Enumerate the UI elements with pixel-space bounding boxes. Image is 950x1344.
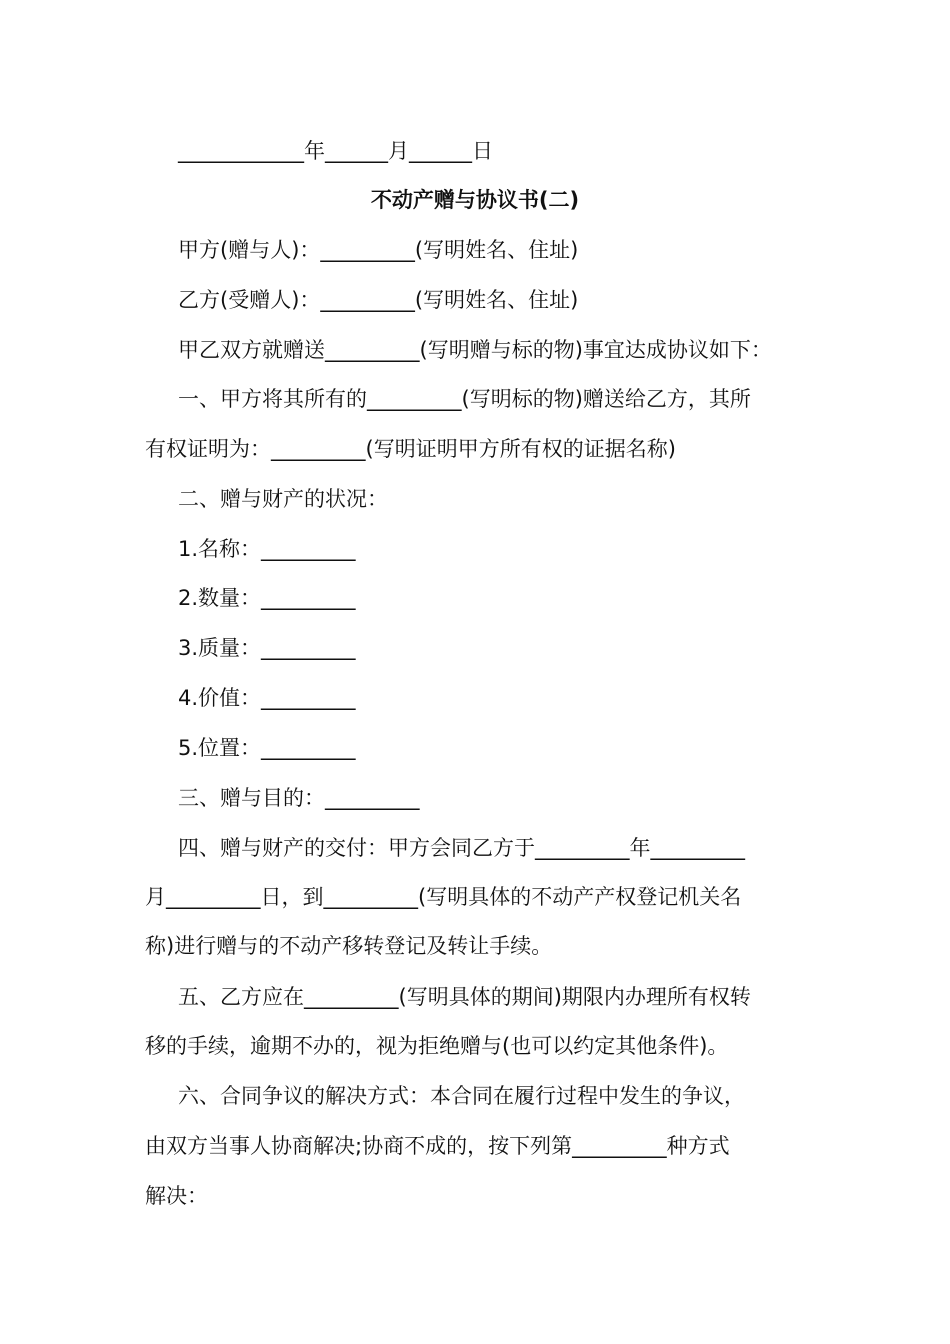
clause-5-line-1: 五、乙方应在_________(写明具体的期间)期限内办理所有权转	[178, 985, 751, 1009]
clause-6-line-1: 六、合同争议的解决方式：本合同在履行过程中发生的争议，	[178, 1084, 745, 1108]
property-quantity-line: 2.数量：_________	[178, 586, 356, 610]
clause-2-heading: 二、赠与财产的状况：	[178, 487, 388, 511]
clause-6-line-2: 由双方当事人协商解决;协商不成的，按下列第_________种方式	[145, 1134, 730, 1158]
clause-4-line-1: 四、赠与财产的交付：甲方会同乙方于_________年_________	[178, 836, 745, 860]
party-a-line: 甲方(赠与人)：_________(写明姓名、住址)	[178, 238, 579, 262]
clause-1-line-1: 一、甲方将其所有的_________(写明标的物)赠送给乙方，其所	[178, 387, 751, 411]
clause-6-line-3: 解决：	[145, 1184, 208, 1208]
property-quality-line: 3.质量：_________	[178, 636, 356, 660]
property-location-line: 5.位置：_________	[178, 736, 356, 760]
clause-4-line-3: 称)进行赠与的不动产移转登记及转让手续。	[145, 934, 553, 958]
property-value-line: 4.价值：_________	[178, 686, 356, 710]
document-title: 不动产赠与协议书(二)	[370, 188, 580, 212]
clause-4-line-2: 月_________日，到_________(写明具体的不动产产权登记机关名	[145, 885, 742, 909]
clause-5-line-2: 移的手续，逾期不办的，视为拒绝赠与(也可以约定其他条件)。	[145, 1034, 729, 1058]
date-line: ____________年______月______日	[178, 139, 493, 163]
party-b-line: 乙方(受赠人)：_________(写明姓名、住址)	[178, 288, 579, 312]
property-name-line: 1.名称：_________	[178, 537, 356, 561]
clause-3-line: 三、赠与目的：_________	[178, 786, 420, 810]
agreement-intro: 甲乙双方就赠送_________(写明赠与标的物)事宜达成协议如下：	[178, 338, 772, 362]
clause-1-line-2: 有权证明为：_________(写明证明甲方所有权的证据名称)	[145, 437, 676, 461]
